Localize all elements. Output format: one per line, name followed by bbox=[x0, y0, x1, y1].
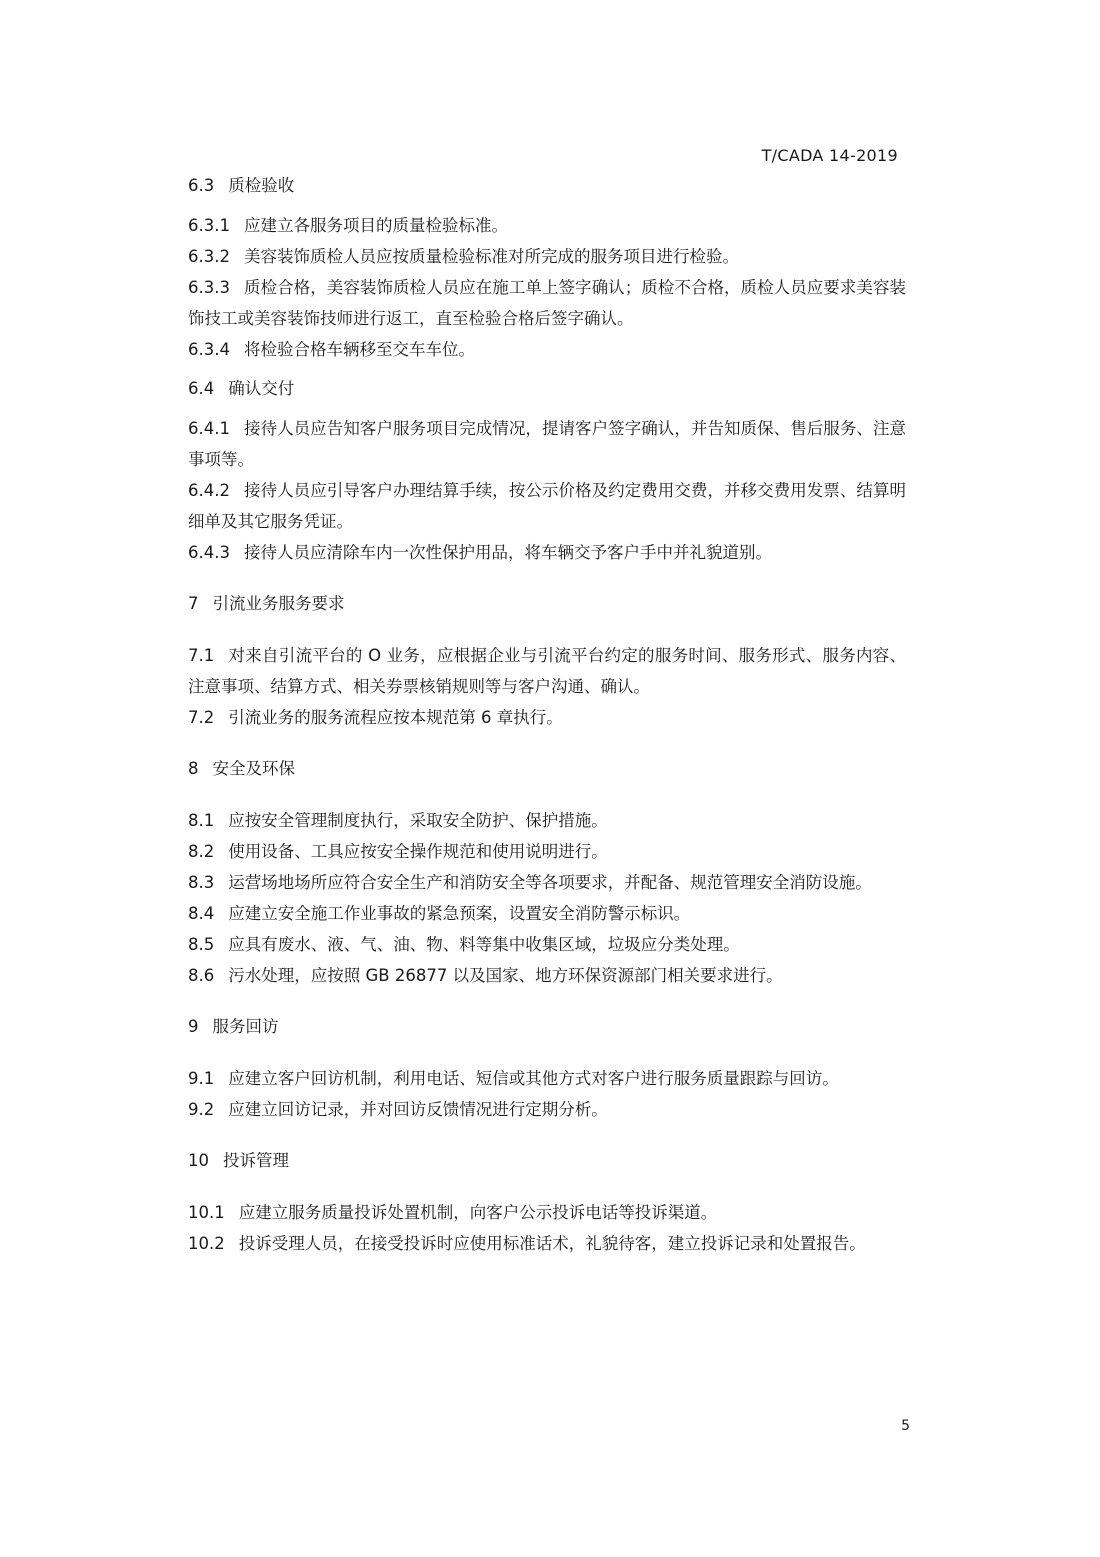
clause-6-4-2: 6.4.2 接待人员应引导客户办理结算手续，按公示价格及约定费用交费，并移交费用发票、结算明细单及其它服务凭证。 bbox=[188, 481, 906, 531]
clause-8-4: 8.4 应建立安全施工作业事故的紧急预案，设置安全消防警示标识。 bbox=[188, 904, 691, 923]
clause-6-3-4: 6.3.4 将检验合格车辆移至交车车位。 bbox=[188, 340, 475, 359]
page-number: 5 bbox=[901, 1418, 910, 1434]
clause-6-3-3: 6.3.3 质检合格，美容装饰质检人员应在施工单上签字确认；质检不合格，质检人员应要求美容装饰技工或美容装饰技师进行返工，直至检验合格后签字确认。 bbox=[188, 278, 906, 328]
clause-9-1: 9.1 应建立客户回访机制，利用电话、短信或其他方式对客户进行服务质量跟踪与回访。 bbox=[188, 1069, 839, 1088]
clause-8-6: 8.6 污水处理，应按照 GB 26877 以及国家、地方环保资源部门相关要求进行。 bbox=[188, 966, 783, 985]
clause-10-2: 10.2 投诉受理人员，在接受投诉时应使用标准话术，礼貌待客，建立投诉记录和处置报告。 bbox=[188, 1234, 866, 1253]
clause-10-1: 10.1 应建立服务质量投诉处置机制，向客户公示投诉电话等投诉渠道。 bbox=[188, 1203, 718, 1222]
clause-7-1: 7.1 对来自引流平台的 O 业务，应根据企业与引流平台约定的服务时间、服务形式、服务内容、注意事项、结算方式、相关券票核销规则等与客户沟通、确认。 bbox=[188, 646, 906, 696]
chapter-heading-8: 8 安全及环保 bbox=[188, 759, 295, 778]
clause-6-3-1: 6.3.1 应建立各服务项目的质量检验标准。 bbox=[188, 216, 508, 235]
clause-6-3-2: 6.3.2 美容装饰质检人员应按质量检验标准对所完成的服务项目进行检验。 bbox=[188, 247, 739, 266]
chapter-heading-10: 10 投诉管理 bbox=[188, 1151, 289, 1170]
chapter-heading-7: 7 引流业务服务要求 bbox=[188, 594, 345, 613]
page-content bbox=[188, 172, 906, 1259]
clause-7-2: 7.2 引流业务的服务流程应按本规范第 6 章执行。 bbox=[188, 708, 563, 727]
clause-8-2: 8.2 使用设备、工具应按安全操作规范和使用说明进行。 bbox=[188, 842, 608, 861]
clause-6-4-3: 6.4.3 接待人员应清除车内一次性保护用品，将车辆交予客户手中并礼貌道别。 bbox=[188, 543, 772, 562]
chapter-heading-9: 9 服务回访 bbox=[188, 1017, 279, 1036]
standard-code: T/CADA 14-2019 bbox=[761, 146, 898, 165]
clause-8-1: 8.1 应按安全管理制度执行，采取安全防护、保护措施。 bbox=[188, 811, 608, 830]
clause-6-4-1: 6.4.1 接待人员应告知客户服务项目完成情况，提请客户签字确认，并告知质保、售后服务、注意事项等。 bbox=[188, 419, 906, 469]
section-heading-6-3: 6.3 质检验收 bbox=[188, 176, 295, 195]
clause-8-3: 8.3 运营场地场所应符合安全生产和消防安全等各项要求，并配备、规范管理安全消防设施。 bbox=[188, 873, 872, 892]
clause-9-2: 9.2 应建立回访记录，并对回访反馈情况进行定期分析。 bbox=[188, 1100, 608, 1119]
section-heading-6-4: 6.4 确认交付 bbox=[188, 379, 295, 398]
clause-8-5: 8.5 应具有废水、液、气、油、物、料等集中收集区域，垃圾应分类处理。 bbox=[188, 935, 740, 954]
